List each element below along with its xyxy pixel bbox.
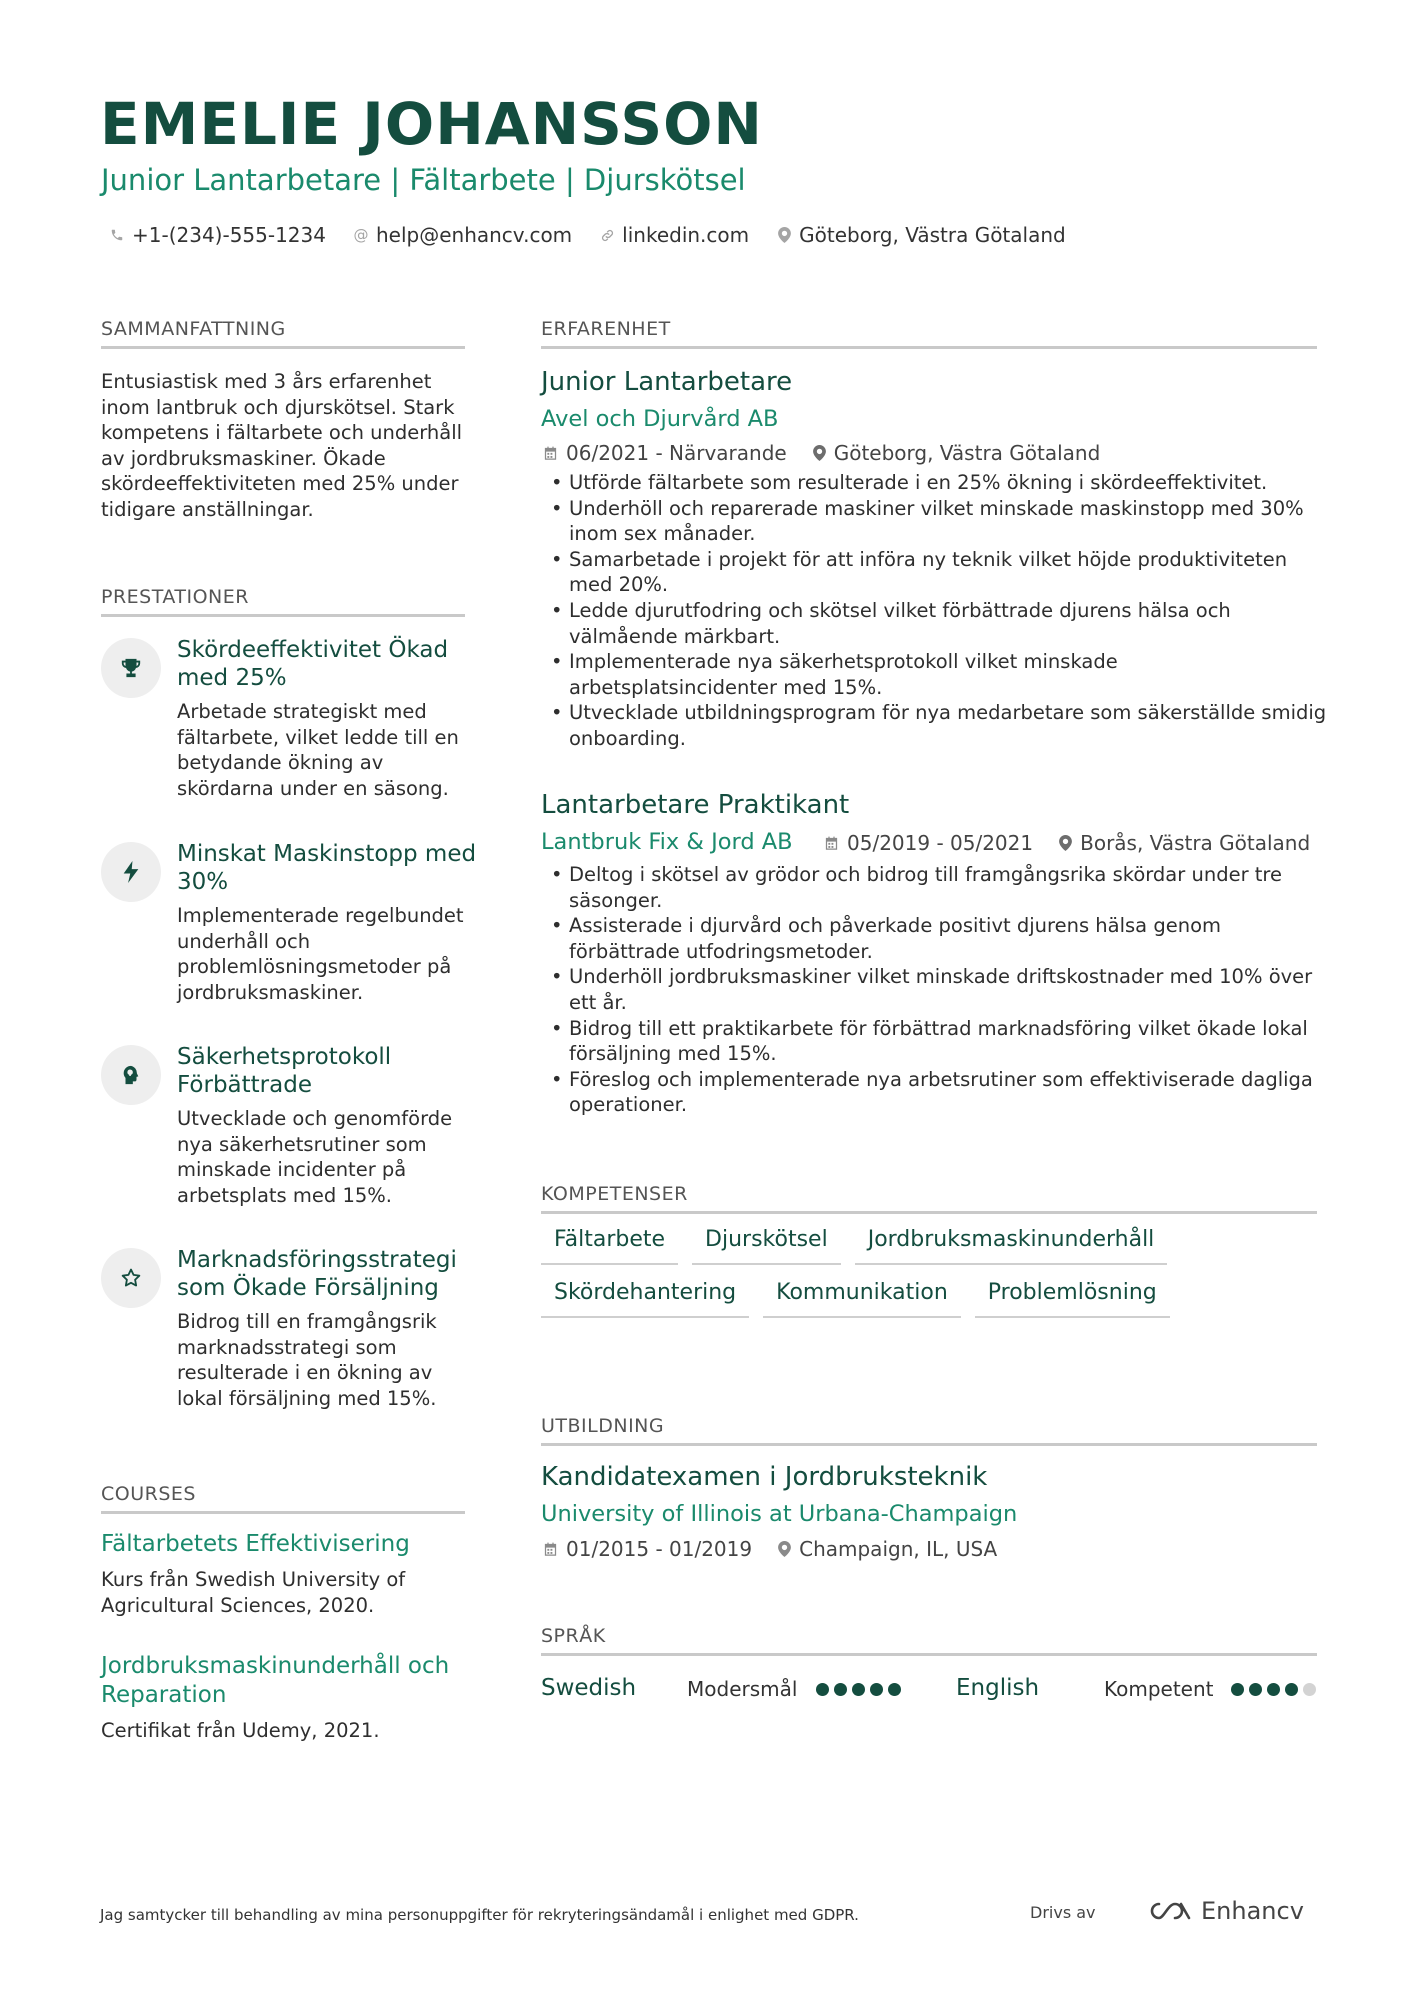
language-level: Kompetent [1104, 1677, 1214, 1701]
skills-list [541, 1225, 1331, 1318]
achievement-title: Marknadsföringsstrategi som Ökade Försäljning [177, 1247, 457, 1301]
job-meta [824, 829, 1310, 857]
education-meta [543, 1535, 997, 1563]
bullet-item: • Utförde fältarbete som resulterade i en 25% ökning i skördeeffektivitet. [551, 470, 1327, 496]
bullet-item: • Ledde djurutfodring och skötsel vilket förbättrade djurens hälsa och välmående märkbart. [551, 598, 1327, 649]
bullet-item: • Underhöll och reparerade maskiner vilket minskade maskinstopp med 30% inom sex månader. [551, 496, 1327, 547]
bullet-item: • Bidrog till ett praktikarbete för förbättrad marknadsföring vilket ökade lokal försäljning med 15%. [551, 1016, 1327, 1067]
language-name: Swedish [541, 1675, 637, 1701]
education-location: Champaign, IL, USA [799, 1537, 998, 1561]
enhancv-logo-icon [1147, 1899, 1193, 1923]
achievement-desc: Utvecklade och genomförde nya säkerhetsrutiner som minskade incidenter på arbetsplats med 15%. [177, 1107, 453, 1207]
job-title: Junior Lantarbetare [541, 367, 793, 397]
skill-tag: Problemlösning [975, 1278, 1170, 1318]
summary-heading: SAMMANFATTNING [101, 317, 465, 349]
brain-head-icon [101, 1045, 161, 1105]
bullet-item: • Föreslog och implementerade nya arbetsrutiner som effektiviserade dagliga operationer. [551, 1067, 1327, 1118]
skill-tag: Djurskötsel [692, 1225, 841, 1265]
bullet-item: • Underhöll jordbruksmaskiner vilket minskade driftskostnader med 10% över ett år. [551, 964, 1327, 1015]
job-location: Göteborg, Västra Götaland [833, 441, 1101, 465]
summary-text: Entusiastisk med 3 års erfarenhet inom lantbruk och djurskötsel. Stark kompetens i fältarbete och underhåll av jordbruksmaskiner. Ökade skördeeffektiviteten med 25% under tidigare anställningar. [101, 370, 463, 521]
job-title: Lantarbetare Praktikant [541, 790, 850, 820]
phone-text: +1-(234)-555-1234 [132, 223, 326, 247]
enhancv-logo[interactable] [1147, 1895, 1304, 1927]
candidate-name: EMELIE JOHANSSON [100, 90, 763, 158]
job-dates: 06/2021 - Närvarande [566, 441, 787, 465]
location-pin-icon [1059, 835, 1072, 851]
bullet-item: • Samarbetade i projekt för att införa ny teknik vilket höjde produktiviteten med 20%. [551, 547, 1327, 598]
skill-tag: Kommunikation [763, 1278, 961, 1318]
course-desc: Kurs från Swedish University of Agricultural Sciences, 2020. [101, 1568, 406, 1617]
lightning-icon [101, 842, 161, 902]
location-pin-icon [778, 1541, 791, 1557]
rating-dot-empty [1303, 1683, 1316, 1696]
rating-dot-filled [1267, 1683, 1280, 1696]
education-heading: UTBILDNING [541, 1414, 1317, 1446]
course-title: Jordbruksmaskinunderhåll och Reparation [101, 1653, 450, 1708]
education-dates: 01/2015 - 01/2019 [566, 1537, 753, 1561]
achievement-desc: Implementerade regelbundet underhåll och problemlösningsmetoder på jordbruksmaskiner. [177, 904, 464, 1004]
job-location: Borås, Västra Götaland [1080, 831, 1311, 855]
bullet-item: • Deltog i skötsel av grödor och bidrog till framgångsrika skördar under tre säsonger. [551, 862, 1327, 913]
rating-dot-filled [1285, 1683, 1298, 1696]
job-bullets [551, 862, 1327, 1118]
language-level: Modersmål [687, 1677, 798, 1701]
course-title: Fältarbetets Effektivisering [101, 1531, 410, 1557]
contact-bar [108, 219, 1092, 251]
languages-row [541, 1672, 1317, 1708]
bullet-item: • Assisterade i djurvård och påverkade positivt djurens hälsa genom förbättrade utfodringsmetoder. [551, 913, 1327, 964]
language-rating [816, 1680, 906, 1696]
rating-dot-filled [816, 1683, 829, 1696]
achievements-heading: PRESTATIONER [101, 585, 465, 617]
language-rating [1231, 1680, 1321, 1696]
contact-phone[interactable] [108, 223, 326, 247]
language-name: English [956, 1675, 1040, 1701]
candidate-tagline: Junior Lantarbetare | Fältarbete | Djurskötsel [101, 163, 746, 197]
job-dates: 05/2019 - 05/2021 [847, 831, 1034, 855]
achievement-desc: Bidrog till en framgångsrik marknadsstrategi som resulterade i en ökning av lokal försäljning med 15%. [177, 1310, 437, 1410]
location-pin-icon [813, 445, 826, 461]
enhancv-brand-name: Enhancv [1201, 1897, 1304, 1925]
bullet-item: • Utvecklade utbildningsprogram för nya medarbetare som säkerställde smidig onboarding. [551, 700, 1327, 751]
rating-dot-filled [870, 1683, 883, 1696]
rating-dot-filled [1231, 1683, 1244, 1696]
rating-dot-filled [834, 1683, 847, 1696]
powered-by-label: Drivs av [1030, 1903, 1096, 1922]
phone-icon [108, 228, 126, 242]
bullet-item: • Implementerade nya säkerhetsprotokoll vilket minskade arbetsplatsincidenter med 15%. [551, 649, 1327, 700]
achievement-title: Minskat Maskinstopp med 30% [177, 841, 477, 895]
calendar-icon [543, 446, 558, 461]
skills-heading: KOMPETENSER [541, 1182, 1317, 1214]
languages-heading: SPRÅK [541, 1624, 1317, 1656]
achievement-desc: Arbetade strategiskt med fältarbete, vilket ledde till en betydande ökning av skördarna under en säsong. [177, 700, 459, 800]
company-name: Lantbruk Fix & Jord AB [541, 829, 793, 855]
degree-title: Kandidatexamen i Jordbruksteknik [541, 1462, 988, 1492]
at-icon: @ [353, 226, 369, 244]
email-text: help@enhancv.com [375, 223, 573, 247]
achievement-title: Säkerhetsprotokoll Förbättrade [177, 1044, 392, 1098]
courses-heading: COURSES [101, 1482, 465, 1514]
skill-tag: Fältarbete [541, 1225, 678, 1265]
course-desc: Certifikat från Udemy, 2021. [101, 1719, 380, 1742]
company-name: Avel och Djurvård AB [541, 406, 779, 432]
trophy-icon [101, 638, 161, 698]
skill-tag: Jordbruksmaskinunderhåll [855, 1225, 1168, 1265]
rating-dot-filled [1249, 1683, 1262, 1696]
job-bullets [551, 470, 1327, 752]
contact-linkedin[interactable] [598, 223, 749, 247]
contact-email[interactable] [352, 223, 572, 247]
calendar-icon [543, 1542, 558, 1557]
rating-dot-filled [852, 1683, 865, 1696]
calendar-icon [824, 836, 839, 851]
experience-heading: ERFARENHET [541, 317, 1317, 349]
school-name: University of Illinois at Urbana-Champaign [541, 1501, 1018, 1527]
achievement-title: Skördeeffektivitet Ökad med 25% [177, 637, 449, 691]
link-icon [598, 228, 616, 243]
linkedin-text: linkedin.com [622, 223, 750, 247]
location-text: Göteborg, Västra Götaland [799, 223, 1066, 247]
gdpr-consent: Jag samtycker till behandling av mina personuppgifter för rekryteringsändamål i enlighet med GDPR. [100, 1906, 859, 1924]
rating-dot-filled [888, 1683, 901, 1696]
contact-location [775, 223, 1066, 247]
star-icon [101, 1248, 161, 1308]
location-pin-icon [775, 227, 793, 243]
skill-tag: Skördehantering [541, 1278, 749, 1318]
job-meta [543, 439, 1100, 467]
